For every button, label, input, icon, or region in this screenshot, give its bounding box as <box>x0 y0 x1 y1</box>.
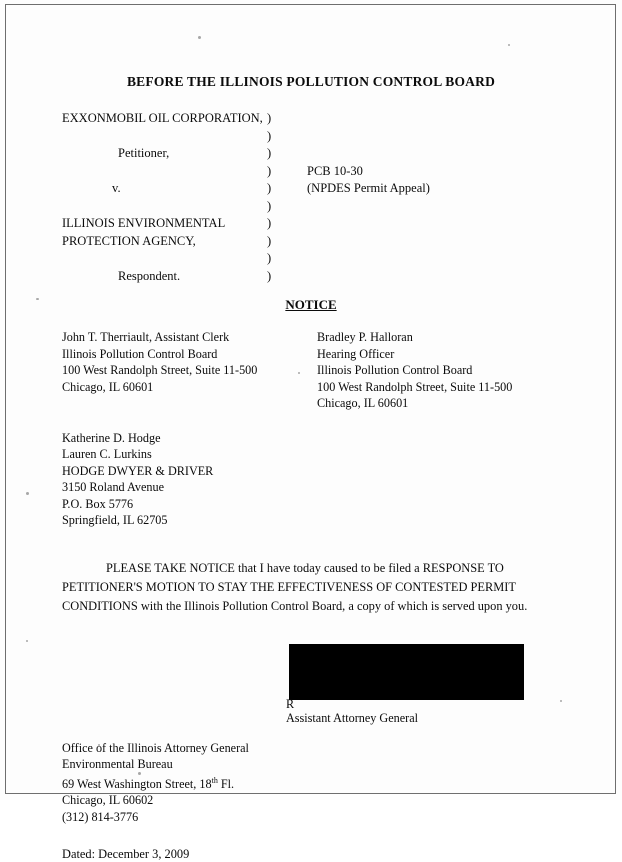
caption-spacer <box>307 250 560 268</box>
service-line: Lauren C. Lurkins <box>62 447 152 461</box>
petitioner-name: EXXONMOBIL OIL CORPORATION, <box>62 111 263 125</box>
scan-speck <box>36 298 39 300</box>
caption-paren: ) <box>267 268 272 283</box>
caption-blank <box>62 250 267 268</box>
caption-spacer <box>307 268 560 286</box>
respondent-name-line1: ILLINOIS ENVIRONMENTAL <box>62 216 226 230</box>
versus-label: v. <box>112 181 121 195</box>
service-line: HODGE DWYER & DRIVER <box>62 463 214 478</box>
service-line: Hearing Officer <box>317 346 395 361</box>
document-title: BEFORE THE ILLINOIS POLLUTION CONTROL BOARD <box>126 74 496 89</box>
dated-line: Dated: December 3, 2009 <box>62 847 190 862</box>
service-list <box>62 329 560 412</box>
caption-blank <box>62 163 267 181</box>
scan-speck <box>26 640 28 642</box>
service-address-left <box>62 329 317 412</box>
caption-spacer <box>307 198 560 216</box>
scan-speck <box>26 492 29 495</box>
paragraph-text: PLEASE TAKE NOTICE that I have today caused to be filed a RESPONSE TO PETITIONER'S MOTION TO STAY THE EFFECTIVENESS OF CONTESTED PERMIT CONDITIONS with the Illinois Pollution Control Board, a copy of which is served upon you. <box>62 560 528 613</box>
caption-spacer <box>307 128 560 146</box>
caption-paren: ) <box>267 233 272 248</box>
signer-name: R <box>286 696 295 711</box>
service-address-right <box>317 329 560 412</box>
service-line: Springfield, IL 62705 <box>62 513 168 527</box>
service-line: Bradley P. Halloran <box>317 330 413 344</box>
caption-paren: ) <box>267 111 272 125</box>
ordinal-suffix: th <box>211 775 218 785</box>
service-line: 100 West Randolph Street, Suite 11-500 <box>317 379 513 394</box>
service-line: Chicago, IL 60601 <box>317 396 409 410</box>
caption-spacer <box>307 233 560 251</box>
petitioner-label: Petitioner, <box>118 146 170 160</box>
service-address-second <box>62 430 560 529</box>
scan-speck <box>560 700 562 702</box>
service-line: John T. Therriault, Assistant Clerk <box>62 330 230 344</box>
sender-line-street <box>62 773 560 793</box>
sender-line: Office of the Illinois Attorney General <box>62 740 249 755</box>
service-line: Illinois Pollution Control Board <box>62 346 218 361</box>
caption-blank <box>62 198 267 216</box>
service-line: Katherine D. Hodge <box>62 430 161 445</box>
service-line: Chicago, IL 60601 <box>62 379 154 394</box>
document-content <box>62 60 560 862</box>
signer-title: Assistant Attorney General <box>286 710 419 725</box>
sender-line: Chicago, IL 60602 <box>62 793 154 808</box>
caption-blank <box>62 128 267 146</box>
caption-paren: ) <box>267 216 272 230</box>
sender-line: Environmental Bureau <box>62 757 173 771</box>
service-line: 100 West Randolph Street, Suite 11-500 <box>62 363 258 377</box>
redaction-box <box>289 644 524 700</box>
notice-heading: NOTICE <box>285 297 337 312</box>
sender-address-block <box>62 740 560 826</box>
case-caption <box>62 110 560 285</box>
caption-paren: ) <box>267 181 272 195</box>
caption-paren: ) <box>267 146 272 160</box>
scan-speck <box>508 44 510 46</box>
sender-street-text: 69 West Washington Street, 18 <box>62 776 212 791</box>
service-line: Illinois Pollution Control Board <box>317 363 473 377</box>
caption-paren: ) <box>267 251 272 265</box>
caption-spacer <box>307 215 560 233</box>
floor-suffix: Fl. <box>217 776 235 791</box>
sender-line: (312) 814-3776 <box>62 809 139 824</box>
caption-paren: ) <box>267 198 272 213</box>
signature-block <box>62 638 560 730</box>
caption-paren: ) <box>267 163 272 178</box>
caption-spacer <box>307 145 560 163</box>
respondent-label: Respondent. <box>118 268 181 283</box>
case-number: PCB 10-30 <box>307 163 363 178</box>
notice-body-paragraph <box>62 559 560 616</box>
caption-paren: ) <box>267 128 272 143</box>
case-type: (NPDES Permit Appeal) <box>307 181 430 195</box>
scan-speck <box>198 36 201 39</box>
respondent-name-line2: PROTECTION AGENCY, <box>62 233 196 248</box>
service-line: 3150 Roland Avenue <box>62 480 164 494</box>
service-line: P.O. Box 5776 <box>62 496 134 511</box>
caption-spacer <box>307 110 560 128</box>
